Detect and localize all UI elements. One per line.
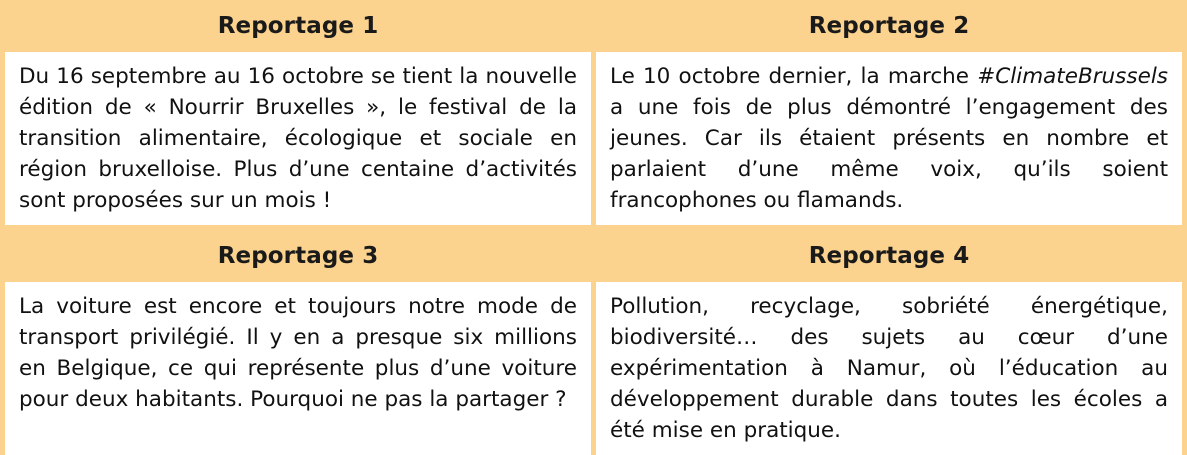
reportage-3-body (3, 282, 594, 455)
reportage-1-text-before: Du 16 septembre au 16 octobre se tient la nouvelle édition de « Nourrir Bruxelles », le festival de la transition alimentaire, écologique et sociale en région bruxelloise. Plus d’une centaine d’activités sont proposées sur un mois ! (19, 64, 577, 213)
reportage-2-text-before: Le 10 octobre dernier, la marche (610, 64, 978, 89)
header-row-1 (3, 0, 1185, 52)
reportage-4-body (594, 282, 1185, 455)
reportage-3-text-before: La voiture est encore et toujours notre mode de transport privilégié. Il y en a presque six millions en Belgique, ce qui représente plus d’une voiture pour deux habitants. Pourquoi ne pas la partager ? (19, 293, 577, 412)
reportage-2-emphasis: #ClimateBrussels (977, 64, 1168, 89)
body-row-2 (3, 282, 1185, 455)
reportage-2-body (594, 52, 1185, 225)
reportage-1-header: Reportage 1 (3, 0, 594, 52)
reportage-1-paragraph (19, 62, 577, 217)
reportage-3-header: Reportage 3 (3, 230, 594, 282)
reportage-4-text-before: Pollution, recyclage, sobriété énergétique, biodiversité… des sujets au cœur d’une expérimentation à Namur, où l’éducation au développement durable dans toutes les écoles a été mise en pratique. (610, 293, 1168, 443)
reportage-2-paragraph (610, 62, 1168, 217)
reportage-2-header: Reportage 2 (594, 0, 1185, 52)
reportage-1-body (3, 52, 594, 225)
reportage-3-paragraph (19, 292, 577, 416)
body-row-1 (3, 52, 1185, 225)
reportage-4-header: Reportage 4 (594, 230, 1185, 282)
reportage-2-text-after: a une fois de plus démontré l’engagement des jeunes. Car ils étaient présents en nombre et parlaient d’une même voix, qu’ils soient francophones ou flamands. (610, 94, 1168, 213)
reportage-4-paragraph (610, 292, 1168, 447)
header-row-2 (3, 230, 1185, 282)
